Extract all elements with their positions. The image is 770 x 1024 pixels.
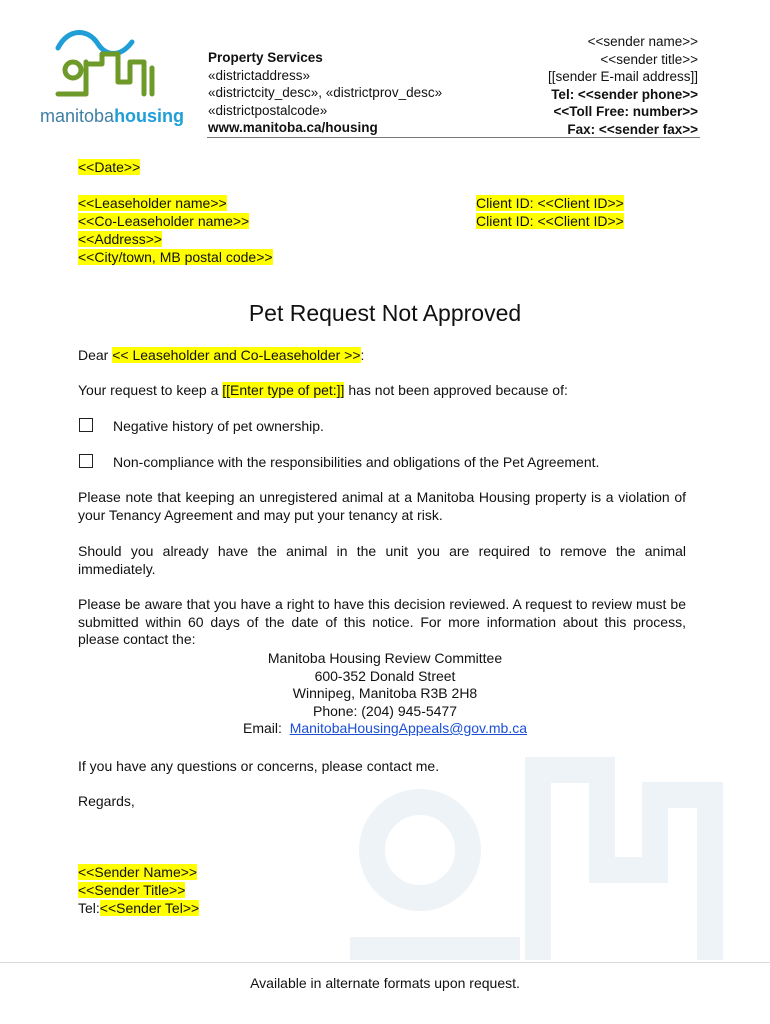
review-committee-contact [0,650,770,738]
signature-name: <<Sender Name>> [78,864,198,880]
leaseholder-name: <<Leaseholder name>> [78,195,227,211]
client-id-block [476,194,624,230]
questions-line: If you have any questions or concerns, please contact me. [78,758,440,774]
pet-type-field: [[Enter type of pet:]] [222,382,345,398]
sender-tel: Tel: <<sender phone>> [551,86,698,102]
footer-note: Available in alternate formats upon request. [250,975,520,991]
salutation [78,346,364,364]
recipient-block [78,194,273,266]
logo-text-housing: housing [114,106,185,126]
salutation-name: << Leaseholder and Co-Leaseholder >> [112,347,361,363]
salutation-prefix: Dear [78,347,113,363]
footer-divider [0,962,770,963]
sender-fax: Fax: <<sender fax>> [567,121,698,137]
committee-city: Winnipeg, Manitoba R3B 2H8 [292,685,478,701]
letter-title: Pet Request Not Approved [248,300,522,326]
committee-street: 600-352 Donald Street [314,667,456,684]
office-city-prov: «districtcity_desc», «districtprov_desc» [208,85,443,100]
signature-tel: <<Sender Tel>> [99,900,200,916]
signature-title: <<Sender Title>> [78,882,186,898]
manitoba-housing-logo [40,24,185,132]
reason-1-checkbox[interactable] [79,418,93,432]
reason-2-label: Non-compliance with the responsibilities and obligations of the Pet Agreement. [113,454,600,470]
reason-2-checkbox[interactable] [79,454,93,468]
date-field: <<Date>> [78,159,141,175]
request-line [78,381,568,399]
sender-block [548,33,698,138]
client-id-1: Client ID: <<Client ID>> [476,195,624,211]
office-name: Property Services [208,50,323,65]
closing: Regards, [78,793,135,809]
committee-phone: Phone: (204) 945-5477 [313,702,457,719]
request-prefix: Your request to keep a [78,382,223,398]
signature-block [78,863,199,917]
co-leaseholder-name: <<Co-Leaseholder name>> [78,213,250,229]
office-postal: «districtpostalcode» [208,102,328,118]
header-divider [207,137,700,138]
sender-email: [[sender E-mail address]] [547,69,698,84]
office-website[interactable]: www.manitoba.ca/housing [208,120,378,135]
recipient-city: <<City/town, MB postal code>> [78,249,273,265]
sender-title: <<sender title>> [600,51,698,67]
request-suffix: has not been approved because of: [344,382,568,398]
signature-tel-label: Tel: [78,900,100,916]
review-rights-note: Please be aware that you have a right to have this decision reviewed. A request to review must be submitted within 60 days of the date of this notice. For more information about this process, please contact the: [78,596,686,647]
recipient-address: <<Address>> [78,231,163,247]
reason-1-label: Negative history of pet ownership. [113,418,324,434]
remove-animal-note: Should you already have the animal in the unit you are required to remove the animal immediately. [78,543,686,577]
office-address: «districtaddress» [208,67,311,83]
committee-email-label: Email: [243,720,290,736]
logo-mark [40,24,170,104]
committee-email-link[interactable]: ManitobaHousingAppeals@gov.mb.ca [289,720,527,736]
client-id-2: Client ID: <<Client ID>> [476,213,624,229]
committee-name: Manitoba Housing Review Committee [267,650,503,666]
salutation-suffix: : [360,347,365,363]
unregistered-animal-note: Please note that keeping an unregistered animal at a Manitoba Housing property is a violation of your Tenancy Agreement and may put your tenancy at risk. [78,489,686,523]
office-address-block [208,49,442,137]
sender-name: <<sender name>> [587,34,698,49]
sender-toll-free: <<Toll Free: number>> [553,104,698,119]
logo-text-manitoba: manitoba [40,106,115,126]
